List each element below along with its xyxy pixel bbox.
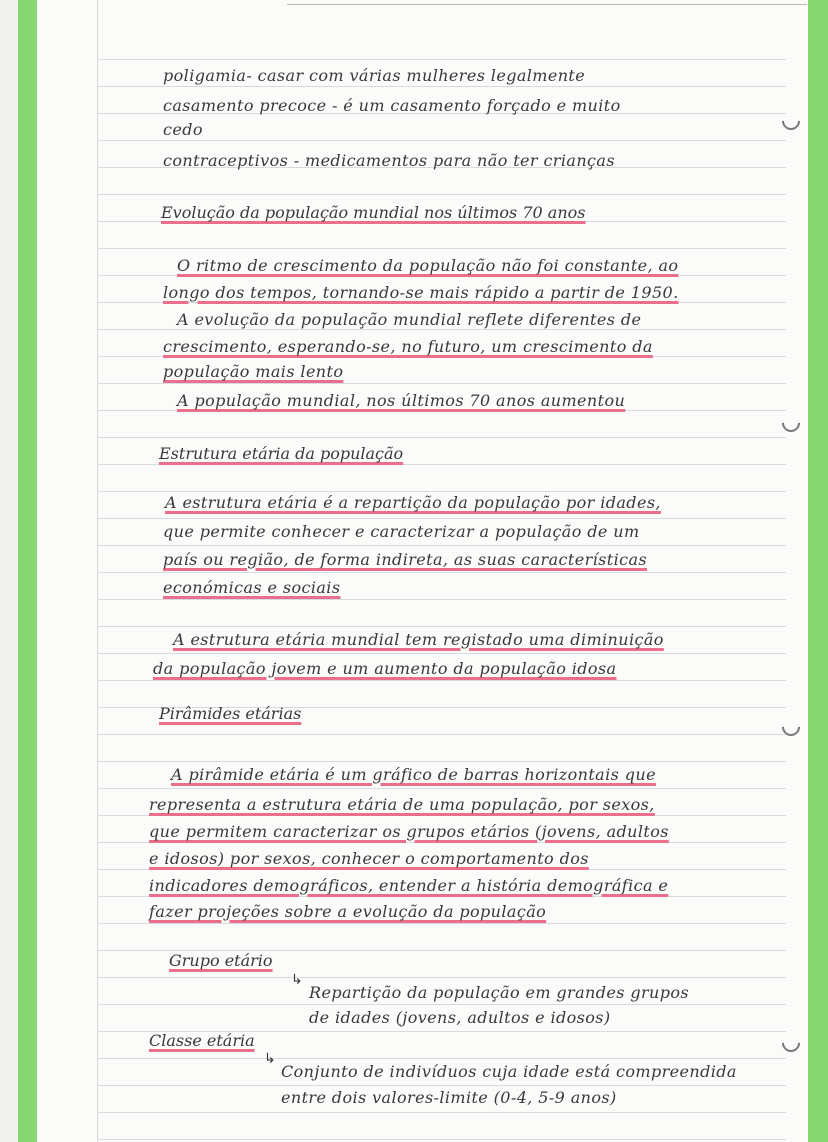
definition-line: casamento precoce - é um casamento forçado e muito xyxy=(163,96,621,115)
section-heading: Estrutura etária da população xyxy=(159,444,404,463)
definition-line: cedo xyxy=(163,120,203,139)
ruled-line xyxy=(97,545,786,546)
ruled-line xyxy=(97,59,786,60)
paragraph-line: e idosos) por sexos, conhecer o comportamento dos xyxy=(149,849,589,868)
ruled-line xyxy=(97,1085,786,1086)
ruled-line xyxy=(97,869,786,870)
paragraph-line: que permite conhecer e caracterizar a população de um xyxy=(163,522,640,541)
ruled-line xyxy=(97,248,786,249)
ruled-line xyxy=(97,356,786,357)
paragraph-line: A estrutura etária é a repartição da população por idades, xyxy=(165,493,661,512)
ruled-line xyxy=(97,329,786,330)
paragraph-line: representa a estrutura etária de uma população, por sexos, xyxy=(149,795,655,814)
ruled-line xyxy=(97,572,786,573)
ruled-line xyxy=(97,842,786,843)
arrow-hook-icon: ↳ xyxy=(291,972,303,988)
section-heading: Evolução da população mundial nos últimos 70 anos xyxy=(161,203,586,222)
notebook-page xyxy=(37,0,808,1142)
term-definition-line: Conjunto de indivíduos cuja idade está compreendida xyxy=(281,1062,737,1081)
ruled-line xyxy=(97,518,786,519)
paragraph-line: A evolução da população mundial reflete diferentes de xyxy=(177,310,642,329)
definition-line: contraceptivos - medicamentos para não ter crianças xyxy=(163,151,615,170)
green-background-right xyxy=(808,0,828,1142)
binder-hole-icon xyxy=(778,1030,803,1055)
ruled-line xyxy=(97,1058,786,1059)
term-heading: Classe etária xyxy=(149,1031,255,1050)
ruled-line xyxy=(97,599,786,600)
ruled-line xyxy=(97,626,786,627)
ruled-line xyxy=(97,383,786,384)
ruled-line xyxy=(97,140,786,141)
scan-edge xyxy=(0,0,18,1142)
paragraph-line: económicas e sociais xyxy=(163,578,341,597)
ruled-line xyxy=(97,653,786,654)
binder-hole-icon xyxy=(778,714,803,739)
ruled-line xyxy=(97,194,786,195)
ruled-line xyxy=(97,491,786,492)
section-heading: Pirâmides etárias xyxy=(159,704,302,723)
paragraph-line: que permitem caracterizar os grupos etários (jovens, adultos xyxy=(149,822,669,841)
ruled-line xyxy=(97,734,786,735)
term-definition-line: entre dois valores-limite (0-4, 5-9 anos) xyxy=(281,1088,617,1107)
paragraph-line: A população mundial, nos últimos 70 anos aumentou xyxy=(177,391,626,410)
paragraph-line: da população jovem e um aumento da população idosa xyxy=(153,659,617,678)
ruled-line xyxy=(97,977,786,978)
paragraph-line: fazer projeções sobre a evolução da população xyxy=(149,902,547,921)
margin-line xyxy=(97,0,98,1142)
green-background-left xyxy=(18,0,37,1142)
ruled-line xyxy=(97,680,786,681)
ruled-line xyxy=(97,1139,786,1140)
term-definition-line: Repartição da população em grandes grupos xyxy=(309,983,690,1002)
definition-line: poligamia- casar com várias mulheres legalmente xyxy=(163,66,586,85)
term-definition-line: de idades (jovens, adultos e idosos) xyxy=(309,1008,611,1027)
ruled-line xyxy=(97,896,786,897)
arrow-hook-icon: ↳ xyxy=(264,1051,276,1067)
ruled-line xyxy=(97,1112,786,1113)
ruled-line xyxy=(97,815,786,816)
ruled-line xyxy=(97,437,786,438)
ruled-line xyxy=(97,923,786,924)
paragraph-line: A estrutura etária mundial tem registado uma diminuição xyxy=(173,630,664,649)
ruled-line xyxy=(97,302,786,303)
ruled-line xyxy=(97,86,786,87)
ruled-line xyxy=(97,761,786,762)
paragraph-line: O ritmo de crescimento da população não foi constante, ao xyxy=(177,256,679,275)
page-top-edge xyxy=(287,4,807,5)
ruled-line xyxy=(97,410,786,411)
paragraph-line: população mais lento xyxy=(163,362,344,381)
paragraph-line: longo dos tempos, tornando-se mais rápido a partir de 1950. xyxy=(163,283,679,302)
term-heading: Grupo etário xyxy=(169,951,273,970)
ruled-line xyxy=(97,788,786,789)
paragraph-line: crescimento, esperando-se, no futuro, um crescimento da xyxy=(163,337,653,356)
paragraph-line: A pirâmide etária é um gráfico de barras horizontais que xyxy=(171,765,656,784)
ruled-line xyxy=(97,275,786,276)
ruled-line xyxy=(97,1004,786,1005)
paragraph-line: indicadores demográficos, entender a história demográfica e xyxy=(149,876,669,895)
paragraph-line: país ou região, de forma indireta, as suas características xyxy=(163,550,648,569)
binder-hole-icon xyxy=(778,410,803,435)
ruled-line xyxy=(97,464,786,465)
